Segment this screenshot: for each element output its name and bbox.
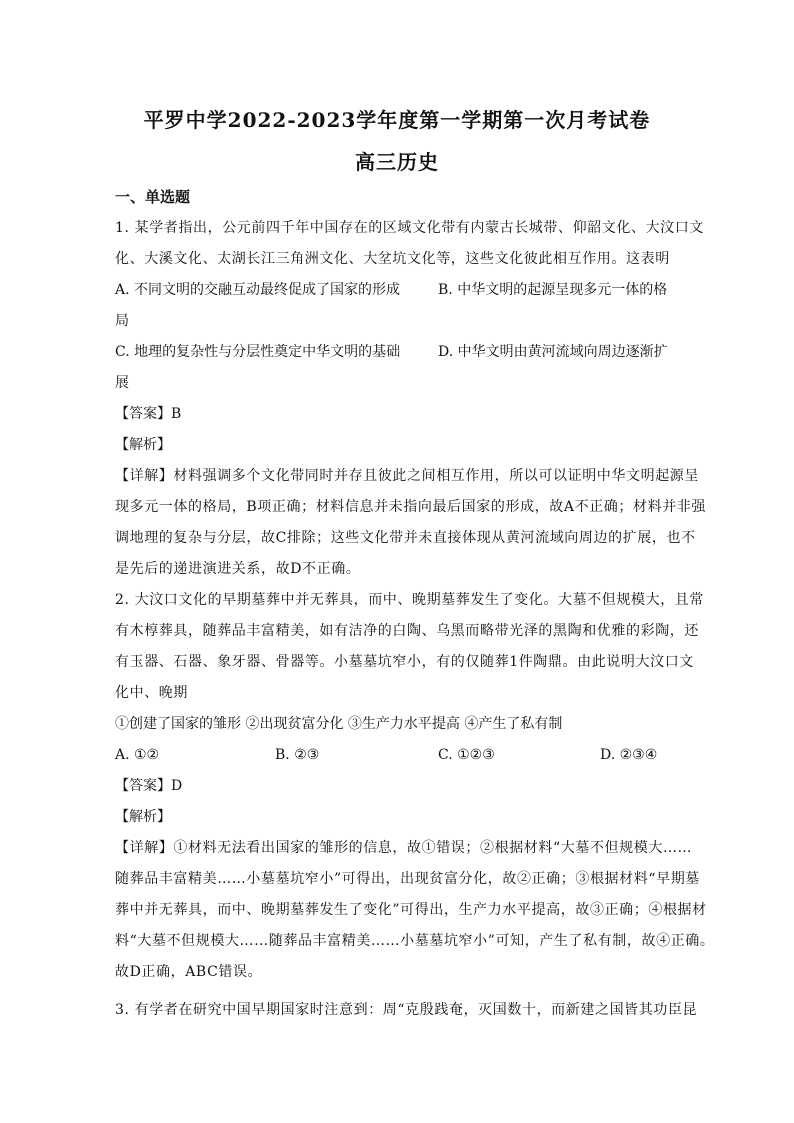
q3-stem-line-1: 3. 有学者在研究中国早期国家时注意到：周“克殷践奄，灭国数十，而新建之国皆其功臣昆 bbox=[115, 1002, 698, 1018]
detail-text: ①材料无法看出国家的雏形的信息，故①错误；②根据材料“大墓不但规模大…… bbox=[173, 840, 693, 856]
q1-detail-line-3: 调地理的复杂与分层，故C排除；这些文化带并未直接体现从黄河流域向周边的扩展，也不 bbox=[115, 530, 696, 546]
q2-detail-line-4: 料“大墓不但规模大……随葬品丰富精美……小墓墓坑窄小”可知，产生了私有制，故④正确。 bbox=[115, 933, 715, 949]
q2-detail-line-2: 随葬品丰富精美……小墓墓坑窄小”可得出，出现贫富分化，故②正确；③根据材料“早期墓 bbox=[115, 871, 700, 887]
q1-detail-line-4: 是先后的递进演进关系，故D不正确。 bbox=[115, 561, 361, 577]
q1-analysis-label: 【解析】 bbox=[115, 437, 171, 453]
q2-stem-line-4: 化中、晚期 bbox=[115, 685, 188, 701]
q1-option-c: C. 地理的复杂性与分层性奠定中华文明的基础 bbox=[115, 344, 401, 360]
q2-stem-line-3: 有玉器、石器、象牙器、骨器等。小墓墓坑窄小，有的仅随葬1件陶鼎。由此说明大汶口文 bbox=[115, 654, 694, 670]
q2-detail-line-5: 故D正确，ABC错误。 bbox=[115, 964, 263, 980]
q1-answer bbox=[115, 405, 181, 423]
q2-choices: ①创建了国家的雏形 ②出现贫富分化 ③生产力水平提高 ④产生了私有制 bbox=[115, 716, 563, 732]
q2-detail-line-1 bbox=[115, 839, 693, 857]
answer-value: D bbox=[171, 778, 183, 794]
q2-option-b: B. ②③ bbox=[275, 747, 320, 763]
detail-text: 材料强调多个文化带同时并存且彼此之间相互作用，所以可以证明中华文明起源呈 bbox=[173, 468, 700, 484]
detail-label: 【详解】 bbox=[115, 840, 174, 856]
q1-option-b-cont: 局 bbox=[115, 313, 129, 329]
exam-title: 平罗中学2022-2023学年度第一学期第一次月考试卷 bbox=[143, 108, 651, 132]
q2-analysis-label: 【解析】 bbox=[115, 809, 171, 825]
q1-stem-line-2: 化、大溪文化、太湖长江三角洲文化、大坌坑文化等，这些文化彼此相互作用。这表明 bbox=[115, 251, 670, 267]
answer-label: 【答案】 bbox=[115, 778, 171, 794]
q1-detail-line-1 bbox=[115, 467, 700, 485]
q2-stem-line-2: 有木椁葬具，随葬品丰富精美，如有洁净的白陶、乌黑而略带光泽的黑陶和优雅的彩陶，还 bbox=[115, 623, 699, 639]
q1-option-b: B. 中华文明的起源呈现多元一体的格 bbox=[438, 282, 668, 298]
q2-option-d: D. ②③④ bbox=[600, 747, 658, 763]
detail-label: 【详解】 bbox=[115, 468, 174, 484]
section-title: 一、单选题 bbox=[115, 188, 191, 206]
q1-stem-line-1: 1. 某学者指出，公元前四千年中国存在的区域文化带有内蒙古长城带、仰韶文化、大汶口文 bbox=[115, 220, 705, 236]
q2-stem-line-1: 2. 大汶口文化的早期墓葬中并无葬具，而中、晚期墓葬发生了变化。大墓不但规模大，且常 bbox=[115, 592, 705, 608]
q1-option-d-cont: 展 bbox=[115, 375, 129, 391]
q2-detail-line-3: 葬中并无葬具，而中、晚期墓葬发生了变化”可得出，生产力水平提高，故③正确；④根据材 bbox=[115, 902, 707, 918]
q1-option-d: D. 中华文明由黄河流域向周边逐渐扩 bbox=[438, 344, 668, 360]
q2-option-c: C. ①②③ bbox=[438, 747, 495, 763]
exam-subtitle: 高三历史 bbox=[355, 150, 439, 174]
q1-detail-line-2: 现多元一体的格局，B项正确；材料信息并未指向最后国家的形成，故A不正确；材料并非强 bbox=[115, 499, 706, 515]
q1-option-a: A. 不同文明的交融互动最终促成了国家的形成 bbox=[115, 282, 401, 298]
answer-label: 【答案】 bbox=[115, 406, 171, 422]
answer-value: B bbox=[171, 406, 182, 422]
q2-answer bbox=[115, 777, 182, 795]
q2-option-a: A. ①② bbox=[115, 747, 160, 763]
